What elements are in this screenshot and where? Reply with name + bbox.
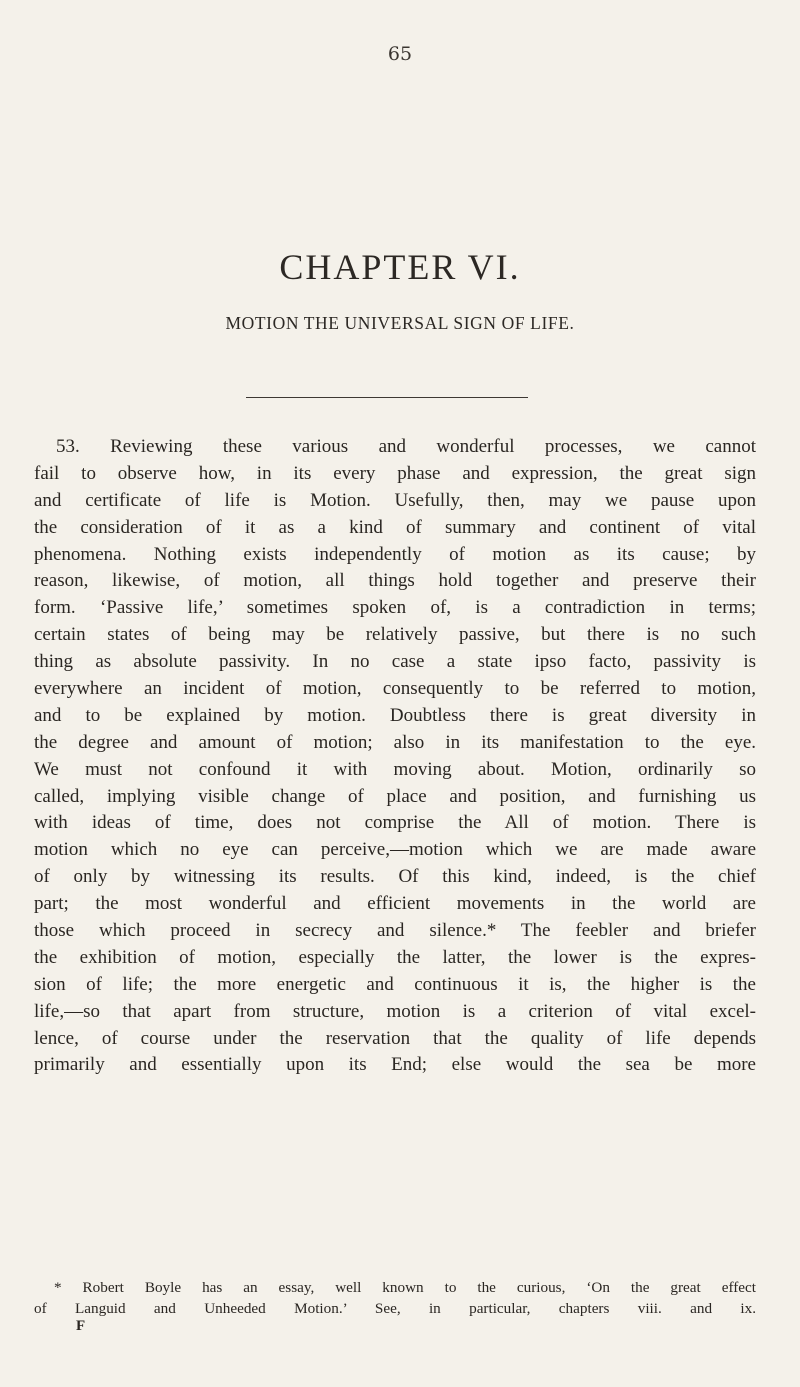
page-number: 65 <box>387 43 413 65</box>
paragraph-line: those which proceed in secrecy and silence.* The feebler and briefer <box>34 920 756 942</box>
paragraph-line: everywhere an incident of motion, consequently to be referred to motion, <box>34 678 756 700</box>
paragraph-line: certain states of being may be relatively passive, but there is no such <box>34 624 756 646</box>
paragraph-line: primarily and essentially upon its End; else would the sea be more <box>34 1054 756 1076</box>
paragraph-line: the consideration of it as a kind of summary and continent of vital <box>34 516 756 538</box>
section-divider <box>246 397 528 398</box>
paragraph-line: life,—so that apart from structure, motion is a criterion of vital excel- <box>34 1000 756 1022</box>
paragraph-line: phenomena. Nothing exists independently of motion as its cause; by <box>34 543 756 565</box>
paragraph-line: and to be explained by motion. Doubtless there is great diversity in <box>34 704 756 726</box>
footnote-line: of Languid and Unheeded Motion.’ See, in particular, chapters viii. and ix. <box>34 1300 756 1317</box>
paragraph-line: We must not confound it with moving about. Motion, ordinarily so <box>34 758 756 780</box>
paragraph-line: the exhibition of motion, especially the latter, the lower is the expres- <box>34 946 756 968</box>
paragraph-line: and certificate of life is Motion. Usefully, then, may we pause upon <box>34 489 756 511</box>
signature-mark: F <box>76 1318 86 1334</box>
body-paragraph <box>34 434 756 1079</box>
paragraph-line: fail to observe how, in its every phase and expression, the great sign <box>34 462 756 484</box>
paragraph-line: reason, likewise, of motion, all things hold together and preserve their <box>34 570 756 592</box>
chapter-title: CHAPTER VI. <box>279 247 521 287</box>
paragraph-line: part; the most wonderful and efficient movements in the world are <box>34 893 756 915</box>
paragraph-line: 53. Reviewing these various and wonderful processes, we cannot <box>56 436 756 457</box>
paragraph-line: the degree and amount of motion; also in its manifestation to the eye. <box>34 731 756 753</box>
chapter-subtitle: MOTION THE UNIVERSAL SIGN OF LIFE. <box>225 313 575 333</box>
paragraph-line: with ideas of time, does not comprise the All of motion. There is <box>34 812 756 834</box>
footnote <box>34 1277 756 1319</box>
paragraph-line: thing as absolute passivity. In no case a state ipso facto, passivity is <box>34 651 756 673</box>
paragraph-line: called, implying visible change of place and position, and furnishing us <box>34 785 756 807</box>
paragraph-line: form. ‘Passive life,’ sometimes spoken of, is a contradiction in terms; <box>34 597 756 619</box>
paragraph-line: of only by witnessing its results. Of this kind, indeed, is the chief <box>34 866 756 888</box>
paragraph-line: motion which no eye can perceive,—motion which we are made aware <box>34 839 756 861</box>
paragraph-line: lence, of course under the reservation that the quality of life depends <box>34 1027 756 1049</box>
footnote-line: * Robert Boyle has an essay, well known to the curious, ‘On the great effect <box>54 1279 756 1296</box>
paragraph-line: sion of life; the more energetic and continuous it is, the higher is the <box>34 973 756 995</box>
